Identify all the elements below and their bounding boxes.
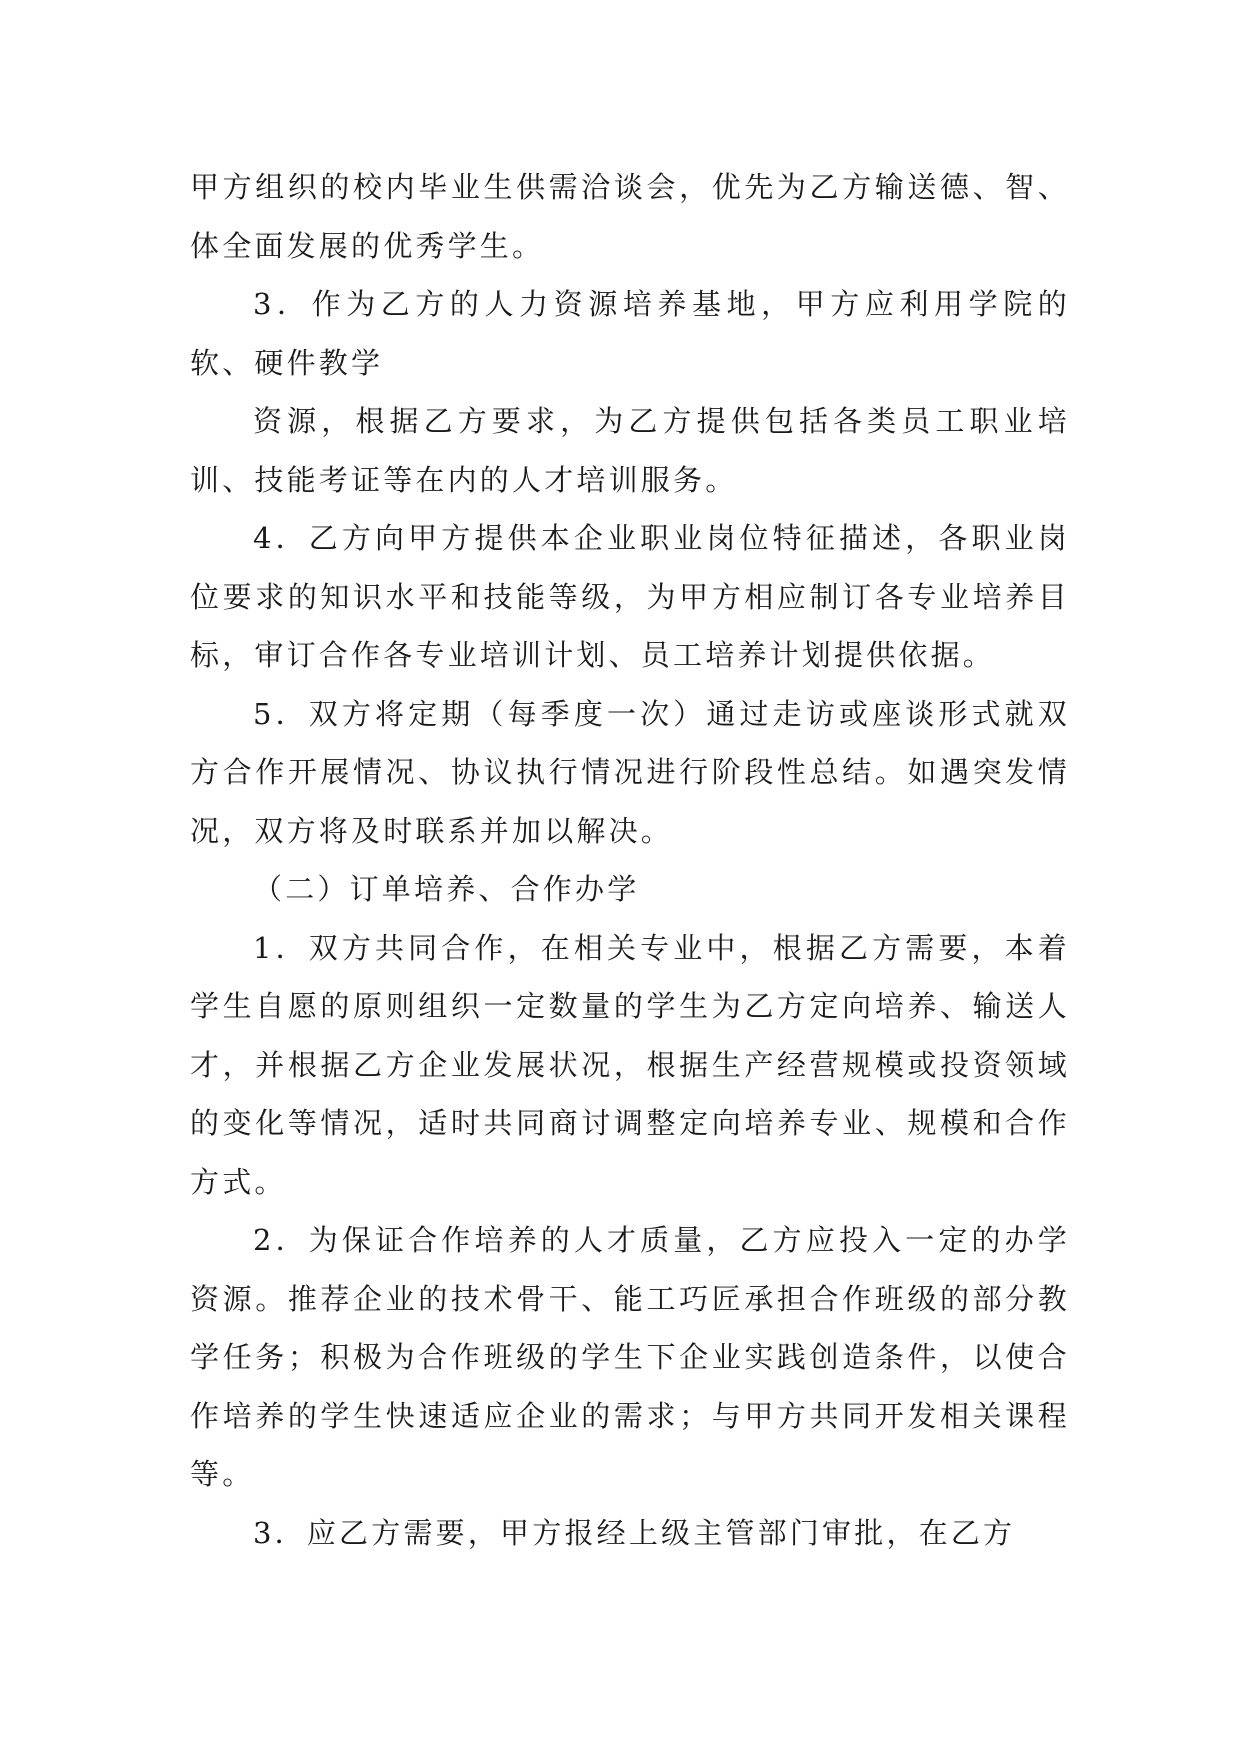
document-body	[190, 158, 1070, 1562]
paragraph-section2-item-2: 2．为保证合作培养的人才质量，乙方应投入一定的办学资源。推荐企业的技术骨干、能工巧匠承担合作班级的部分教学任务；积极为合作班级的学生下企业实践创造条件，以使合作培养的学生快速适应企业的需求；与甲方共同开发相关课程等。	[190, 1223, 1070, 1491]
section-heading: （二）订单培养、合作办学	[253, 872, 640, 906]
paragraph-section2-item-1: 1．双方共同合作，在相关专业中，根据乙方需要，本着学生自愿的原则组织一定数量的学生为乙方定向培养、输送人才，并根据乙方企业发展状况，根据生产经营规模或投资领域的变化等情况，适时共同商讨调整定向培养专业、规模和合作方式。	[190, 930, 1070, 1199]
paragraph-continuation: 甲方组织的校内毕业生供需洽谈会，优先为乙方输送德、智、体全面发展的优秀学生。	[190, 170, 1070, 263]
paragraph-item-3-part1: 3．作为乙方的人力资源培养基地，甲方应利用学院的软、硬件教学	[190, 287, 1070, 380]
paragraph-item-4: 4．乙方向甲方提供本企业职业岗位特征描述，各职业岗位要求的知识水平和技能等级，为甲方相应制订各专业培养目标，审订合作各专业培训计划、员工培养计划提供依据。	[190, 521, 1070, 672]
paragraph-item-5: 5．双方将定期（每季度一次）通过走访或座谈形式就双方合作开展情况、协议执行情况进行阶段性总结。如遇突发情况，双方将及时联系并加以解决。	[190, 696, 1070, 848]
paragraph-item-3-part2: 资源，根据乙方要求，为乙方提供包括各类员工职业培训、技能考证等在内的人才培训服务。	[190, 404, 1070, 497]
paragraph-section2-item-3: 3．应乙方需要，甲方报经上级主管部门审批，在乙方	[253, 1515, 1016, 1550]
